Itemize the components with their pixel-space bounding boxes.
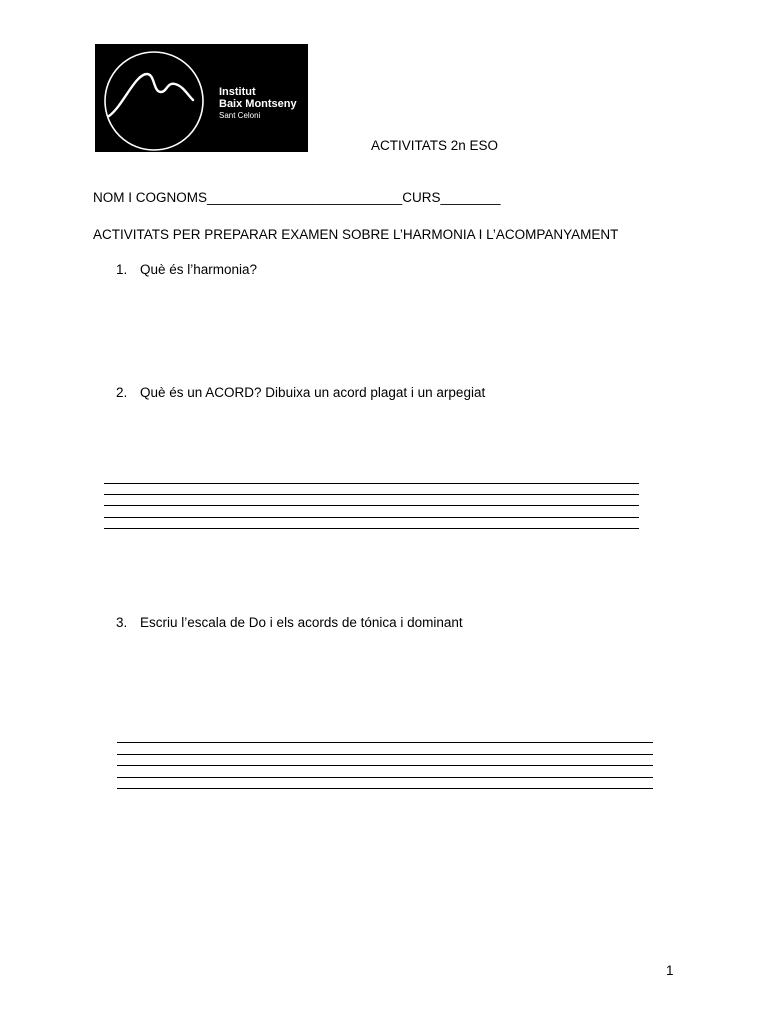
staff-line xyxy=(104,528,639,529)
logo-line-name: Baix Montseny xyxy=(219,98,297,110)
page-number: 1 xyxy=(666,963,674,978)
name-course-line: NOM I COGNOMS__________________________CURS________ xyxy=(93,190,501,205)
question-3 xyxy=(116,615,463,631)
logo-text xyxy=(219,86,297,122)
logo-line-institut: Institut xyxy=(219,86,256,98)
staff-line xyxy=(104,494,639,495)
staff-line xyxy=(117,788,653,789)
question-3-number: 3. xyxy=(116,615,128,630)
staff-line xyxy=(117,777,653,778)
activity-subtitle: ACTIVITATS PER PREPARAR EXAMEN SOBRE L’HARMONIA I L’ACOMPANYAMENT xyxy=(93,227,619,242)
page-title: ACTIVITATS 2n ESO xyxy=(371,138,499,153)
staff-line xyxy=(104,505,639,506)
staff-line xyxy=(117,765,653,766)
question-2 xyxy=(116,385,485,401)
music-staff-1 xyxy=(104,483,639,531)
music-staff-2 xyxy=(117,742,653,790)
question-2-number: 2. xyxy=(116,385,128,400)
logo-line-town: Sant Celoni xyxy=(219,111,261,120)
question-1-text: Què és l’harmonia? xyxy=(140,262,258,277)
staff-line xyxy=(117,742,653,743)
staff-line xyxy=(117,754,653,755)
staff-line xyxy=(104,483,639,484)
question-1 xyxy=(116,262,257,278)
staff-line xyxy=(104,517,639,518)
question-1-number: 1. xyxy=(116,262,128,277)
question-2-text: Què és un ACORD? Dibuixa un acord plagat i un arpegiat xyxy=(140,385,486,400)
school-logo xyxy=(95,44,308,152)
question-3-text: Escriu l’escala de Do i els acords de tónica i dominant xyxy=(140,615,463,630)
